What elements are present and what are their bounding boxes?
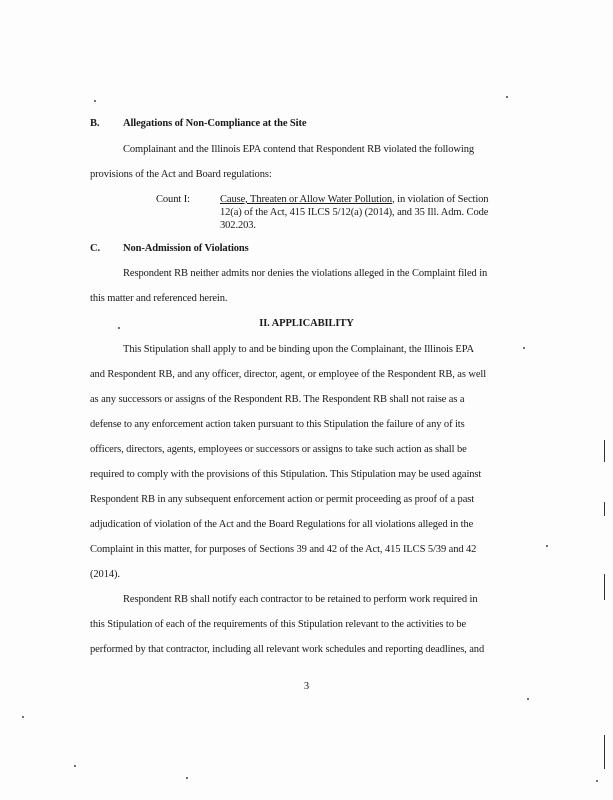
para-ii-2-line: performed by that contractor, including all relevant work schedules and reporting deadlines, and: [90, 644, 485, 655]
scan-speck: [546, 545, 548, 547]
para-b-line-1: Complainant and the Illinois EPA contend that Respondent RB violated the following: [123, 144, 475, 155]
scan-edge-mark: [604, 502, 605, 516]
scan-edge-mark: [604, 574, 605, 600]
count-line-3: 302.203.: [220, 220, 256, 231]
section-ii-title: II. APPLICABILITY: [259, 318, 354, 329]
section-c-letter: C.: [90, 243, 101, 254]
section-b-letter: B.: [90, 118, 100, 129]
count-line-1: [220, 193, 488, 206]
para-ii-1-line: Respondent RB in any subsequent enforcement action or permit proceeding as proof of a past: [90, 494, 475, 505]
para-c-line-1: Respondent RB neither admits nor denies the violations alleged in the Complaint filed in: [123, 268, 488, 279]
page-number: 3: [303, 681, 310, 692]
scan-speck: [94, 100, 96, 102]
para-ii-1-line: This Stipulation shall apply to and be binding upon the Complainant, the Illinois EPA: [123, 344, 475, 355]
para-ii-2-line: this Stipulation of each of the requirements of this Stipulation relevant to the activities to be: [90, 619, 467, 630]
scan-speck: [118, 327, 120, 329]
section-c-title: Non-Admission of Violations: [123, 243, 249, 254]
count-line-2: 12(a) of the Act, 415 ILCS 5/12(a) (2014), and 35 Ill. Adm. Code: [220, 207, 489, 218]
para-ii-2-line: Respondent RB shall notify each contractor to be retained to perform work required in: [123, 594, 478, 605]
scan-edge-mark: [604, 735, 605, 769]
scan-speck: [506, 96, 508, 98]
scan-speck: [527, 698, 529, 700]
scan-speck: [523, 347, 525, 349]
count-title: Cause, Threaten or Allow Water Pollution: [220, 194, 393, 205]
count-line-1-rest: , in violation of Section: [392, 194, 489, 205]
para-ii-1-line: and Respondent RB, and any officer, director, agent, or employee of the Respondent RB, as well: [90, 369, 487, 380]
para-ii-1-line: adjudication of violation of the Act and the Board Regulations for all violations alleged in the: [90, 519, 474, 530]
count-label: Count I:: [156, 194, 190, 205]
para-c-line-2: this matter and referenced herein.: [90, 293, 228, 304]
para-ii-1-line: Complaint in this matter, for purposes of Sections 39 and 42 of the Act, 415 ILCS 5/39 and 42: [90, 544, 477, 555]
para-ii-1-line: required to comply with the provisions of this Stipulation. This Stipulation may be used against: [90, 469, 482, 480]
para-b-line-2: provisions of the Act and Board regulations:: [90, 169, 272, 180]
para-ii-1-line: as any successors or assigns of the Respondent RB. The Respondent RB shall not raise as a: [90, 394, 465, 405]
scan-edge-mark: [604, 440, 605, 462]
para-ii-1-line: officers, directors, agents, employees or successors or assigns to take such action as shall be: [90, 444, 467, 455]
scan-speck: [22, 716, 24, 718]
scan-speck: [596, 780, 598, 782]
section-b-title: Allegations of Non-Compliance at the Site: [123, 118, 307, 129]
scan-speck: [74, 765, 76, 767]
para-ii-1-line: defense to any enforcement action taken pursuant to this Stipulation the failure of any of its: [90, 419, 465, 430]
para-ii-1-line: (2014).: [90, 569, 120, 580]
scan-speck: [186, 777, 188, 779]
